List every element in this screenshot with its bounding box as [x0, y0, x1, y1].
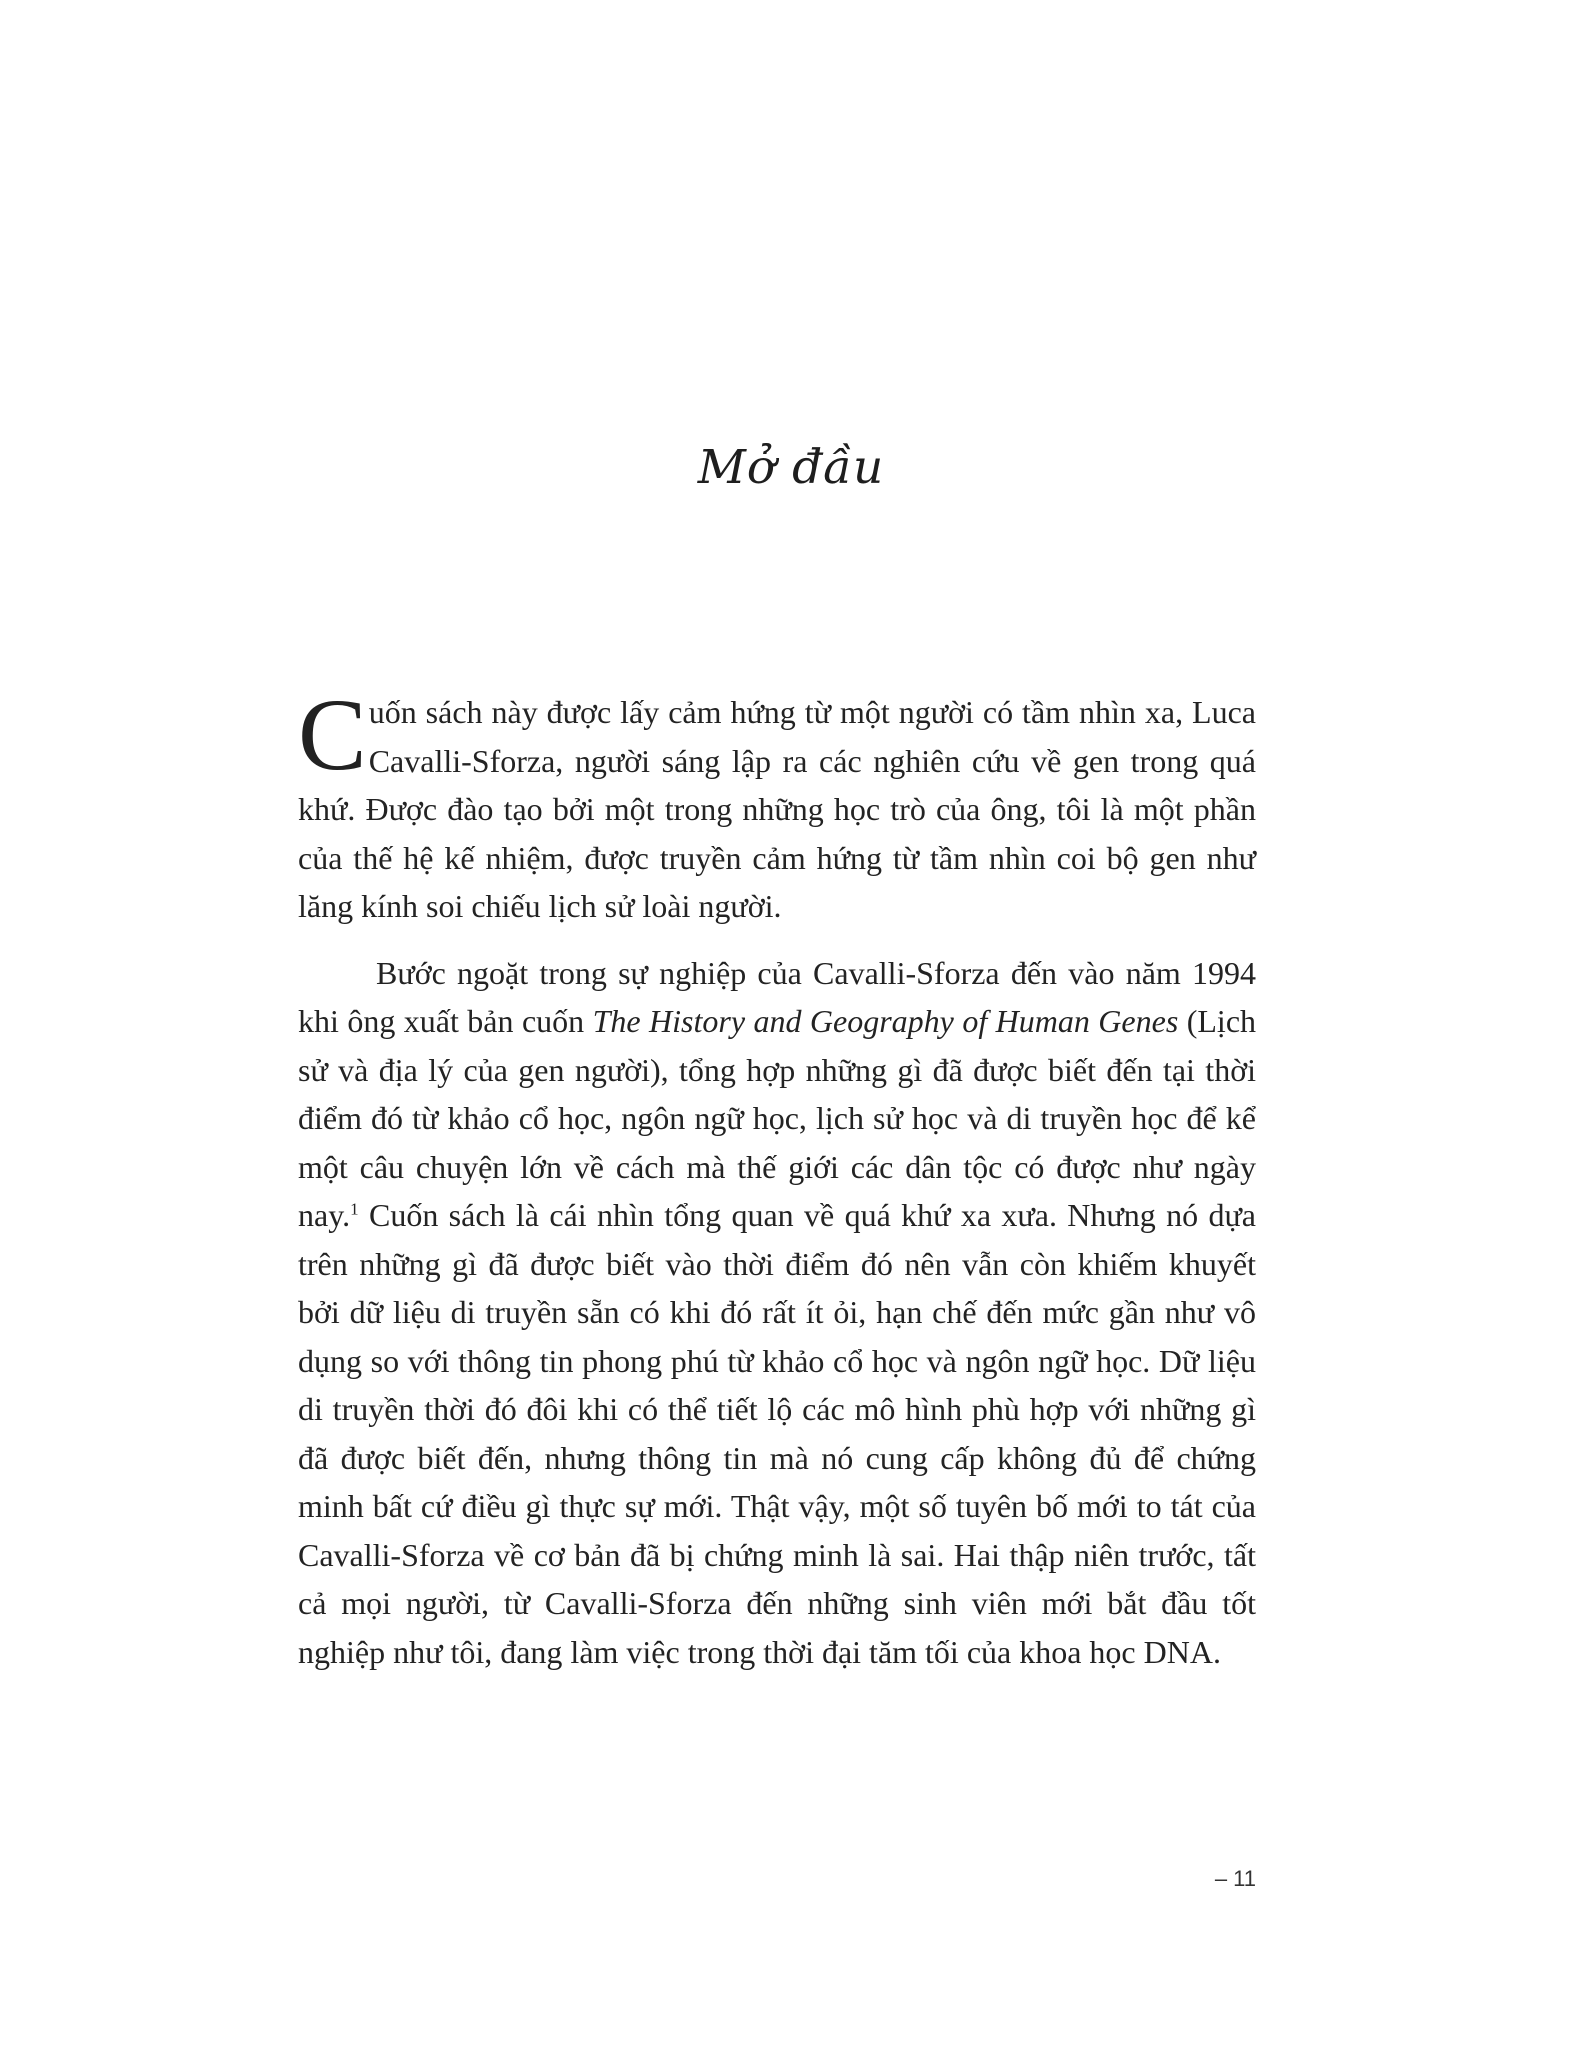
paragraph-1-text: uốn sách này được lấy cảm hứng từ một người có tầm nhìn xa, Luca Cavalli-Sforza, người sáng lập ra các nghiên cứu về gen trong quá khứ. Được đào tạo bởi một trong những học trò của ông, tôi là một phần của thế hệ kế nhiệm, được truyền cảm hứng từ tầm nhìn coi bộ gen như lăng kính soi chiếu lịch sử loài người.: [298, 694, 1256, 924]
paragraph-2-text-middle: (Lịch sử và địa lý của gen người), tổng hợp những gì đã được biết đến tại thời điểm đó từ khảo cổ học, ngôn ngữ học, lịch sử học và di truyền học để kể một câu chuyện lớn về cách mà thế giới các dân tộc có được như ngày nay.: [298, 1003, 1257, 1233]
footnote-marker: 1: [350, 1199, 359, 1219]
paragraph-2: [298, 949, 1256, 1677]
page-number: – 11: [1214, 1866, 1256, 1891]
paragraph-1: [298, 678, 1256, 931]
drop-cap: C: [298, 678, 367, 792]
body-text: [298, 678, 1257, 1676]
paragraph-2-text-end: Cuốn sách là cái nhìn tổng quan về quá khứ xa xưa. Nhưng nó dựa trên những gì đã được biết vào thời điểm đó nên vẫn còn khiếm khuyết bởi dữ liệu di truyền sẵn có khi đó rất ít ỏi, hạn chế đến mức gần như vô dụng so với thông tin phong phú từ khảo cổ học và ngôn ngữ học. Dữ liệu di truyền thời đó đôi khi có thể tiết lộ các mô hình phù hợp với những gì đã được biết đến, nhưng thông tin mà nó cung cấp không đủ để chứng minh bất cứ điều gì thực sự mới. Thật vậy, một số tuyên bố mới to tát của Cavalli-Sforza về cơ bản đã bị chứng minh là sai. Hai thập niên trước, tất cả mọi người, từ Cavalli-Sforza đến những sinh viên mới bắt đầu tốt nghiệp như tôi, đang làm việc trong thời đại tăm tối của khoa học DNA.: [298, 1197, 1256, 1670]
chapter-title: Mở đầu: [697, 440, 885, 495]
book-title: The History and Geography of Human Genes: [592, 1003, 1179, 1039]
paragraph-2-text-start: Bước ngoặt trong sự nghiệp của Cavalli-Sforza đến vào năm 1994 khi ông xuất bản cuốn: [298, 954, 1256, 1039]
